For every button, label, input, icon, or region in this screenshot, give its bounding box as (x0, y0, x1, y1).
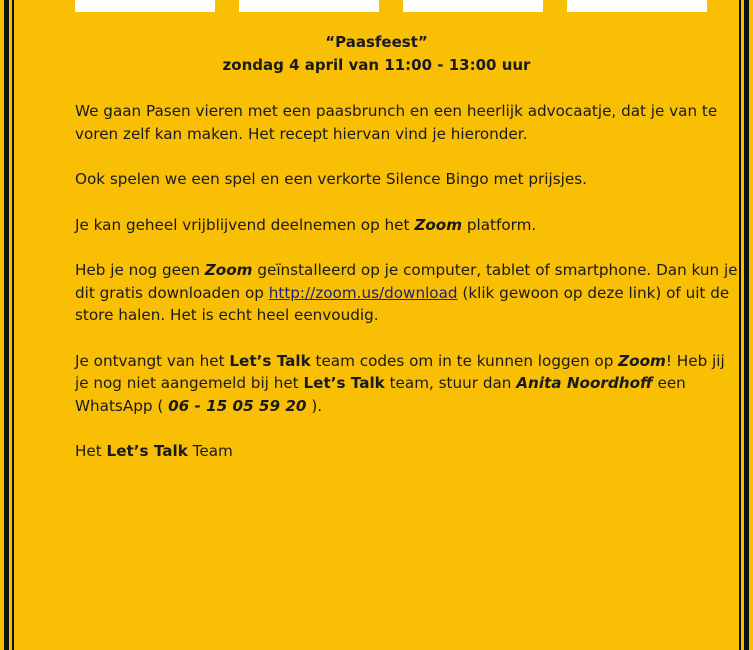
top-tab-2 (239, 0, 379, 12)
team-name: Let’s Talk (229, 351, 311, 370)
text-segment: geïnstalleerd op je computer, tablet of smartphone. Dan kun je dit gratis downloaden op (75, 261, 738, 302)
event-description (75, 100, 740, 463)
text-segment: Heb je nog geen (75, 261, 205, 279)
paragraph-intro: We gaan Pasen vieren met een paasbrunch en een heerlijk advocaatje, dat je van te voren zelf kan maken. Het recept hiervan vind je hieronder. (75, 102, 718, 143)
text-segment: ). (306, 396, 323, 415)
text-segment: ! Heb jij je nog niet aangemeld bij het (75, 351, 725, 392)
contact-name: Anita Noordhoff (516, 374, 653, 392)
text-segment: een WhatsApp ( (75, 374, 686, 415)
team-name: Let’s Talk (106, 442, 188, 460)
paragraph-activities: Ook spelen we een spel en een verkorte Silence Bingo met prijsjes. (75, 170, 587, 188)
text-segment: platform. (462, 215, 537, 234)
text-segment: Je kan geheel vrijblijvend deelnemen op het (75, 215, 415, 234)
text-segment: team, stuur dan (384, 374, 517, 392)
zoom-emphasis: Zoom (204, 261, 253, 279)
zoom-download-link[interactable]: http://zoom.us/download (268, 283, 458, 302)
paragraph-zoom-participation (75, 214, 740, 237)
text-segment: team codes om in te kunnen loggen op (310, 351, 619, 370)
zoom-emphasis: Zoom (618, 351, 666, 370)
text-segment: Het (75, 442, 107, 460)
frame-left-inner-border (12, 0, 14, 650)
frame-right-border (744, 0, 749, 650)
text-segment: Team (187, 442, 233, 460)
paragraph-zoom-install (75, 259, 740, 327)
text-segment: Je ontvangt van het (75, 351, 230, 370)
phone-number: 06 - 15 05 59 20 (168, 396, 307, 415)
top-tab-1 (75, 0, 215, 12)
team-name: Let’s Talk (303, 374, 385, 392)
paragraph-login-codes (75, 350, 740, 418)
top-tab-3 (403, 0, 543, 12)
event-datetime: zondag 4 april van 11:00 - 13:00 uur (222, 56, 531, 74)
closing-signature (75, 440, 740, 463)
zoom-emphasis: Zoom (414, 215, 463, 234)
text-segment: (klik gewoon op deze link) of uit de store halen. Het is echt heel eenvoudig. (75, 283, 730, 324)
top-tab-4 (567, 0, 707, 12)
frame-left-border (4, 0, 9, 650)
event-title: “Paasfeest” (325, 33, 428, 51)
